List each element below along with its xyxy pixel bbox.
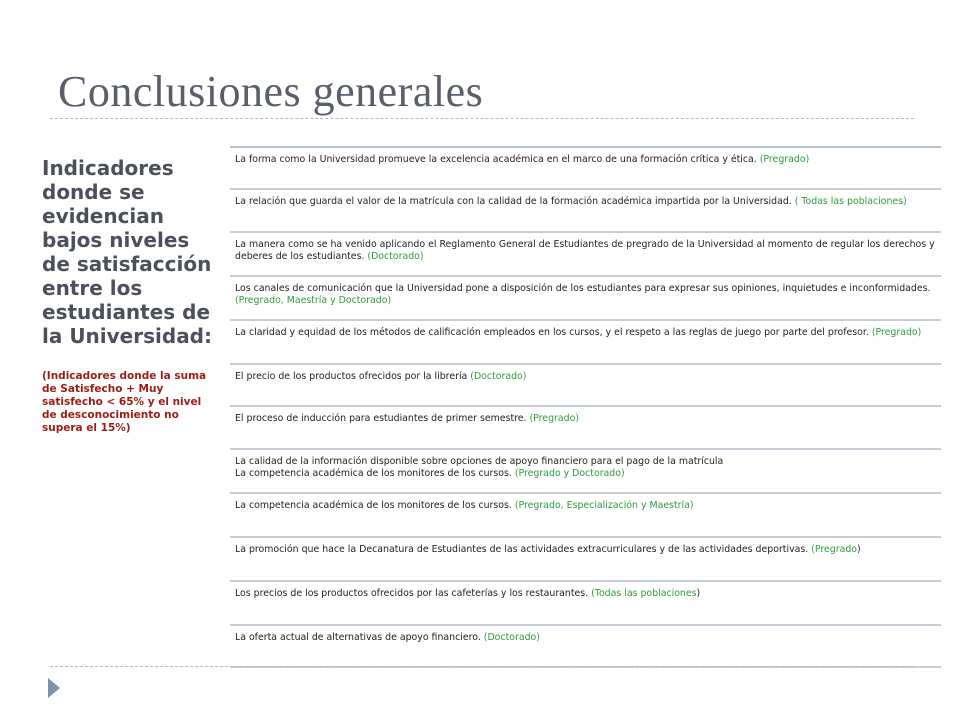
population-label: (Doctorado) xyxy=(483,632,540,643)
indicator-text: La manera como se ha venido aplicando el Reglamento General de Estudiantes de pregrado de la Universidad al momento de regular los derechos y deberes de los estudiantes. xyxy=(235,239,935,262)
list-item xyxy=(230,321,941,365)
list-item xyxy=(230,148,941,190)
population-label: (Pregrado y Doctorado) xyxy=(514,468,625,479)
indicator-text: Los canales de comunicación que la Universidad pone a disposición de los estudiantes para expresar sus opiniones, inquietudes e inconformidades. xyxy=(235,283,931,294)
list-item xyxy=(230,277,941,321)
left-column xyxy=(42,156,214,435)
indicator-text: La claridad y equidad de los métodos de calificación empleados en los cursos, y el respeto a las reglas de juego por parte del profesor. xyxy=(235,327,872,338)
criteria-note: (Indicadores donde la suma de Satisfecho + Muy satisfecho < 65% y el nivel de desconocimiento no supera el 15%) xyxy=(42,370,207,434)
list-item xyxy=(230,365,941,407)
indicators-heading: Indicadores donde se evidencian bajos niveles de satisfacción entre los estudiantes de la Universidad: xyxy=(42,156,212,348)
indicator-tail: ) xyxy=(857,544,861,555)
indicator-text: La competencia académica de los monitores de los cursos. xyxy=(235,500,515,511)
population-label: (Doctorado) xyxy=(367,251,424,262)
indicator-text: Los precios de los productos ofrecidos por las cafeterías y los restaurantes. xyxy=(235,588,592,599)
indicator-text: La forma como la Universidad promueve la excelencia académica en el marco de una formación crítica y ética. xyxy=(235,154,760,165)
population-label: (Pregrado) xyxy=(759,154,810,165)
indicator-text: La promoción que hace la Decanatura de Estudiantes de las actividades extracurriculares y de las actividades deportivas. xyxy=(235,544,812,555)
triangle-bullet-icon xyxy=(48,678,60,698)
population-label: (Doctorado) xyxy=(470,371,527,382)
top-divider xyxy=(50,118,914,119)
list-item xyxy=(230,190,941,233)
population-label: (Pregrado, Especialización y Maestría) xyxy=(514,500,694,511)
indicator-text: La oferta actual de alternativas de apoyo financiero. xyxy=(235,632,484,643)
population-label: (Pregrado xyxy=(811,544,858,555)
population-label: (Pregrado, Maestría y Doctorado) xyxy=(235,295,392,306)
list-item xyxy=(230,494,941,538)
population-label: (Pregrado) xyxy=(529,413,579,424)
population-label: ( Todas las poblaciones) xyxy=(794,196,907,207)
population-label: (Todas las poblaciones xyxy=(591,588,697,599)
list-item xyxy=(230,233,941,277)
list-item xyxy=(230,582,941,626)
list-item xyxy=(230,407,941,450)
indicator-text: El precio de los productos ofrecidos por la librería xyxy=(235,371,471,382)
indicator-text: La relación que guarda el valor de la matrícula con la calidad de la formación académica impartida por la Universidad. xyxy=(235,196,795,207)
list-item xyxy=(230,626,941,668)
indicator-list xyxy=(230,146,941,668)
bottom-divider xyxy=(50,666,914,667)
indicator-tail: ) xyxy=(696,588,701,599)
indicator-text: El proceso de inducción para estudiantes de primer semestre. xyxy=(235,413,530,424)
list-item xyxy=(230,538,941,582)
indicator-text: La calidad de la información disponible sobre opciones de apoyo financiero para el pago de la matrícula xyxy=(235,456,724,467)
slide-title: Conclusiones generales xyxy=(58,67,484,116)
population-label: (Pregrado) xyxy=(871,327,922,338)
list-item xyxy=(230,450,941,494)
indicator-text: La competencia académica de los monitores de los cursos. xyxy=(235,468,515,479)
